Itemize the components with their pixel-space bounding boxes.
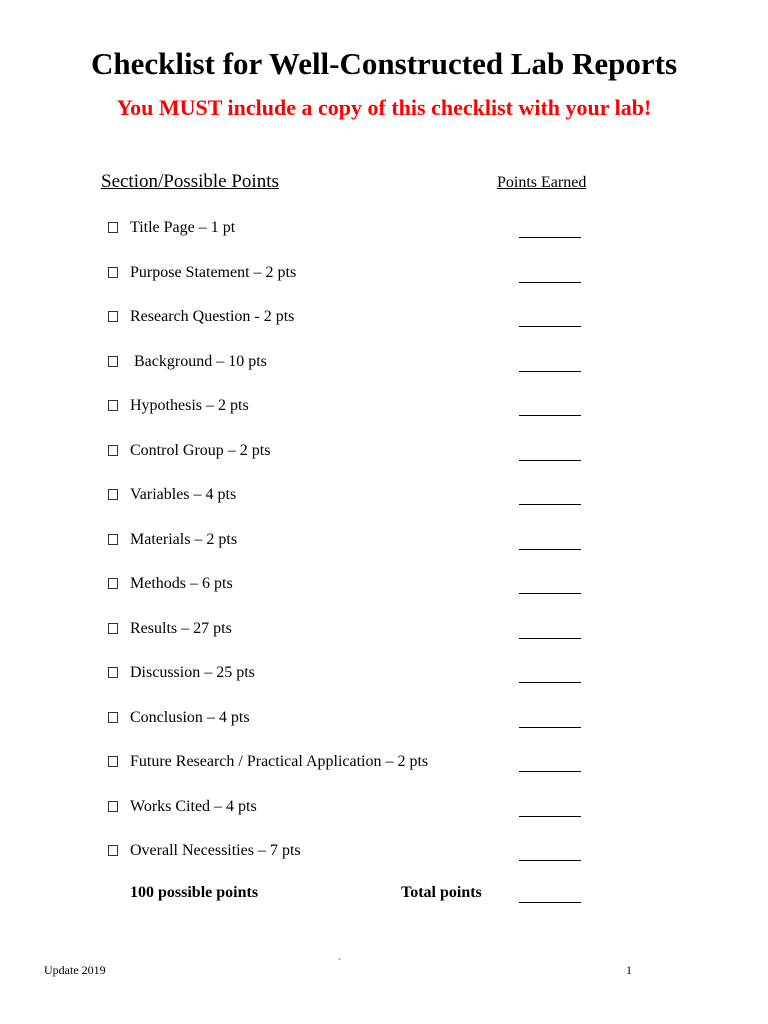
footer-update: Update 2019 [44, 963, 106, 977]
checkbox-icon[interactable] [108, 356, 118, 367]
points-earned-blank[interactable] [519, 504, 581, 505]
total-points-label: Total points [401, 884, 482, 901]
column-header-points-earned: Points Earned [497, 174, 587, 191]
points-earned-blank[interactable] [519, 415, 581, 416]
checklist-item-label: Future Research / Practical Application – 2 pts [130, 753, 429, 770]
checklist-item-label: Variables – 4 pts [130, 486, 237, 503]
checkbox-icon[interactable] [108, 222, 118, 233]
checklist-item [0, 347, 768, 392]
page-number: 1 [626, 963, 632, 977]
checklist-item-label: Works Cited – 4 pts [130, 797, 257, 815]
checklist-item-label: Purpose Statement – 2 pts [130, 263, 297, 281]
checklist-item-label: Hypothesis – 2 pts [130, 397, 249, 414]
points-earned-blank[interactable] [519, 237, 581, 238]
checkbox-icon[interactable] [108, 267, 118, 278]
checklist-item-label: Research Question - 2 pts [130, 308, 295, 325]
page-title: Checklist for Well-Constructed Lab Reports [90, 46, 678, 81]
checklist-item [0, 525, 768, 570]
points-earned-blank[interactable] [519, 593, 581, 594]
checklist-item [0, 302, 768, 347]
checkbox-icon[interactable] [108, 712, 118, 723]
checklist-item [0, 703, 768, 748]
total-points-blank[interactable] [519, 902, 581, 903]
checklist-item [0, 836, 768, 881]
points-earned-blank[interactable] [519, 771, 581, 772]
checkbox-icon[interactable] [108, 400, 118, 411]
page-subtitle: You MUST include a copy of this checklist with your lab! [116, 95, 652, 120]
points-earned-blank[interactable] [519, 638, 581, 639]
checklist-item [0, 391, 768, 436]
checklist-item [0, 658, 768, 703]
checkbox-icon[interactable] [108, 801, 118, 812]
column-header-section: Section/Possible Points [101, 171, 279, 192]
checklist-item [0, 747, 768, 792]
checkbox-icon[interactable] [108, 445, 118, 456]
checkbox-icon[interactable] [108, 756, 118, 767]
checkbox-icon[interactable] [108, 667, 118, 678]
checklist-item-label: Overall Necessities – 7 pts [130, 842, 301, 859]
checklist-item-label: Conclusion – 4 pts [130, 708, 250, 726]
checklist-item [0, 258, 768, 303]
points-earned-blank[interactable] [519, 282, 581, 283]
points-earned-blank[interactable] [519, 860, 581, 861]
points-earned-blank[interactable] [519, 371, 581, 372]
points-earned-blank[interactable] [519, 326, 581, 327]
checkbox-icon[interactable] [108, 311, 118, 322]
checklist-item [0, 792, 768, 837]
totals-row [0, 880, 768, 910]
points-earned-blank[interactable] [519, 549, 581, 550]
checklist-item [0, 436, 768, 481]
points-earned-blank[interactable] [519, 682, 581, 683]
checkbox-icon[interactable] [108, 489, 118, 500]
checklist-item-label: Control Group – 2 pts [130, 441, 271, 459]
checklist-item-label: Results – 27 pts [130, 619, 232, 637]
checkbox-icon[interactable] [108, 845, 118, 856]
checklist-item [0, 614, 768, 659]
checklist-item-label: Methods – 6 pts [130, 575, 233, 592]
checkbox-icon[interactable] [108, 623, 118, 634]
checklist-item [0, 569, 768, 614]
checklist-item [0, 213, 768, 258]
points-earned-blank[interactable] [519, 727, 581, 728]
checklist-item-label: Materials – 2 pts [130, 530, 238, 548]
checklist-item-label: Title Page – 1 pt [130, 219, 236, 236]
checklist-item-label: Background – 10 pts [130, 352, 267, 370]
checkbox-icon[interactable] [108, 534, 118, 545]
footer-mark: ` [338, 958, 342, 969]
points-earned-blank[interactable] [519, 816, 581, 817]
points-earned-blank[interactable] [519, 460, 581, 461]
checklist-item [0, 480, 768, 525]
checklist-item-label: Discussion – 25 pts [130, 664, 255, 681]
checklist [0, 213, 768, 881]
checkbox-icon[interactable] [108, 578, 118, 589]
possible-points-label: 100 possible points [130, 884, 259, 901]
